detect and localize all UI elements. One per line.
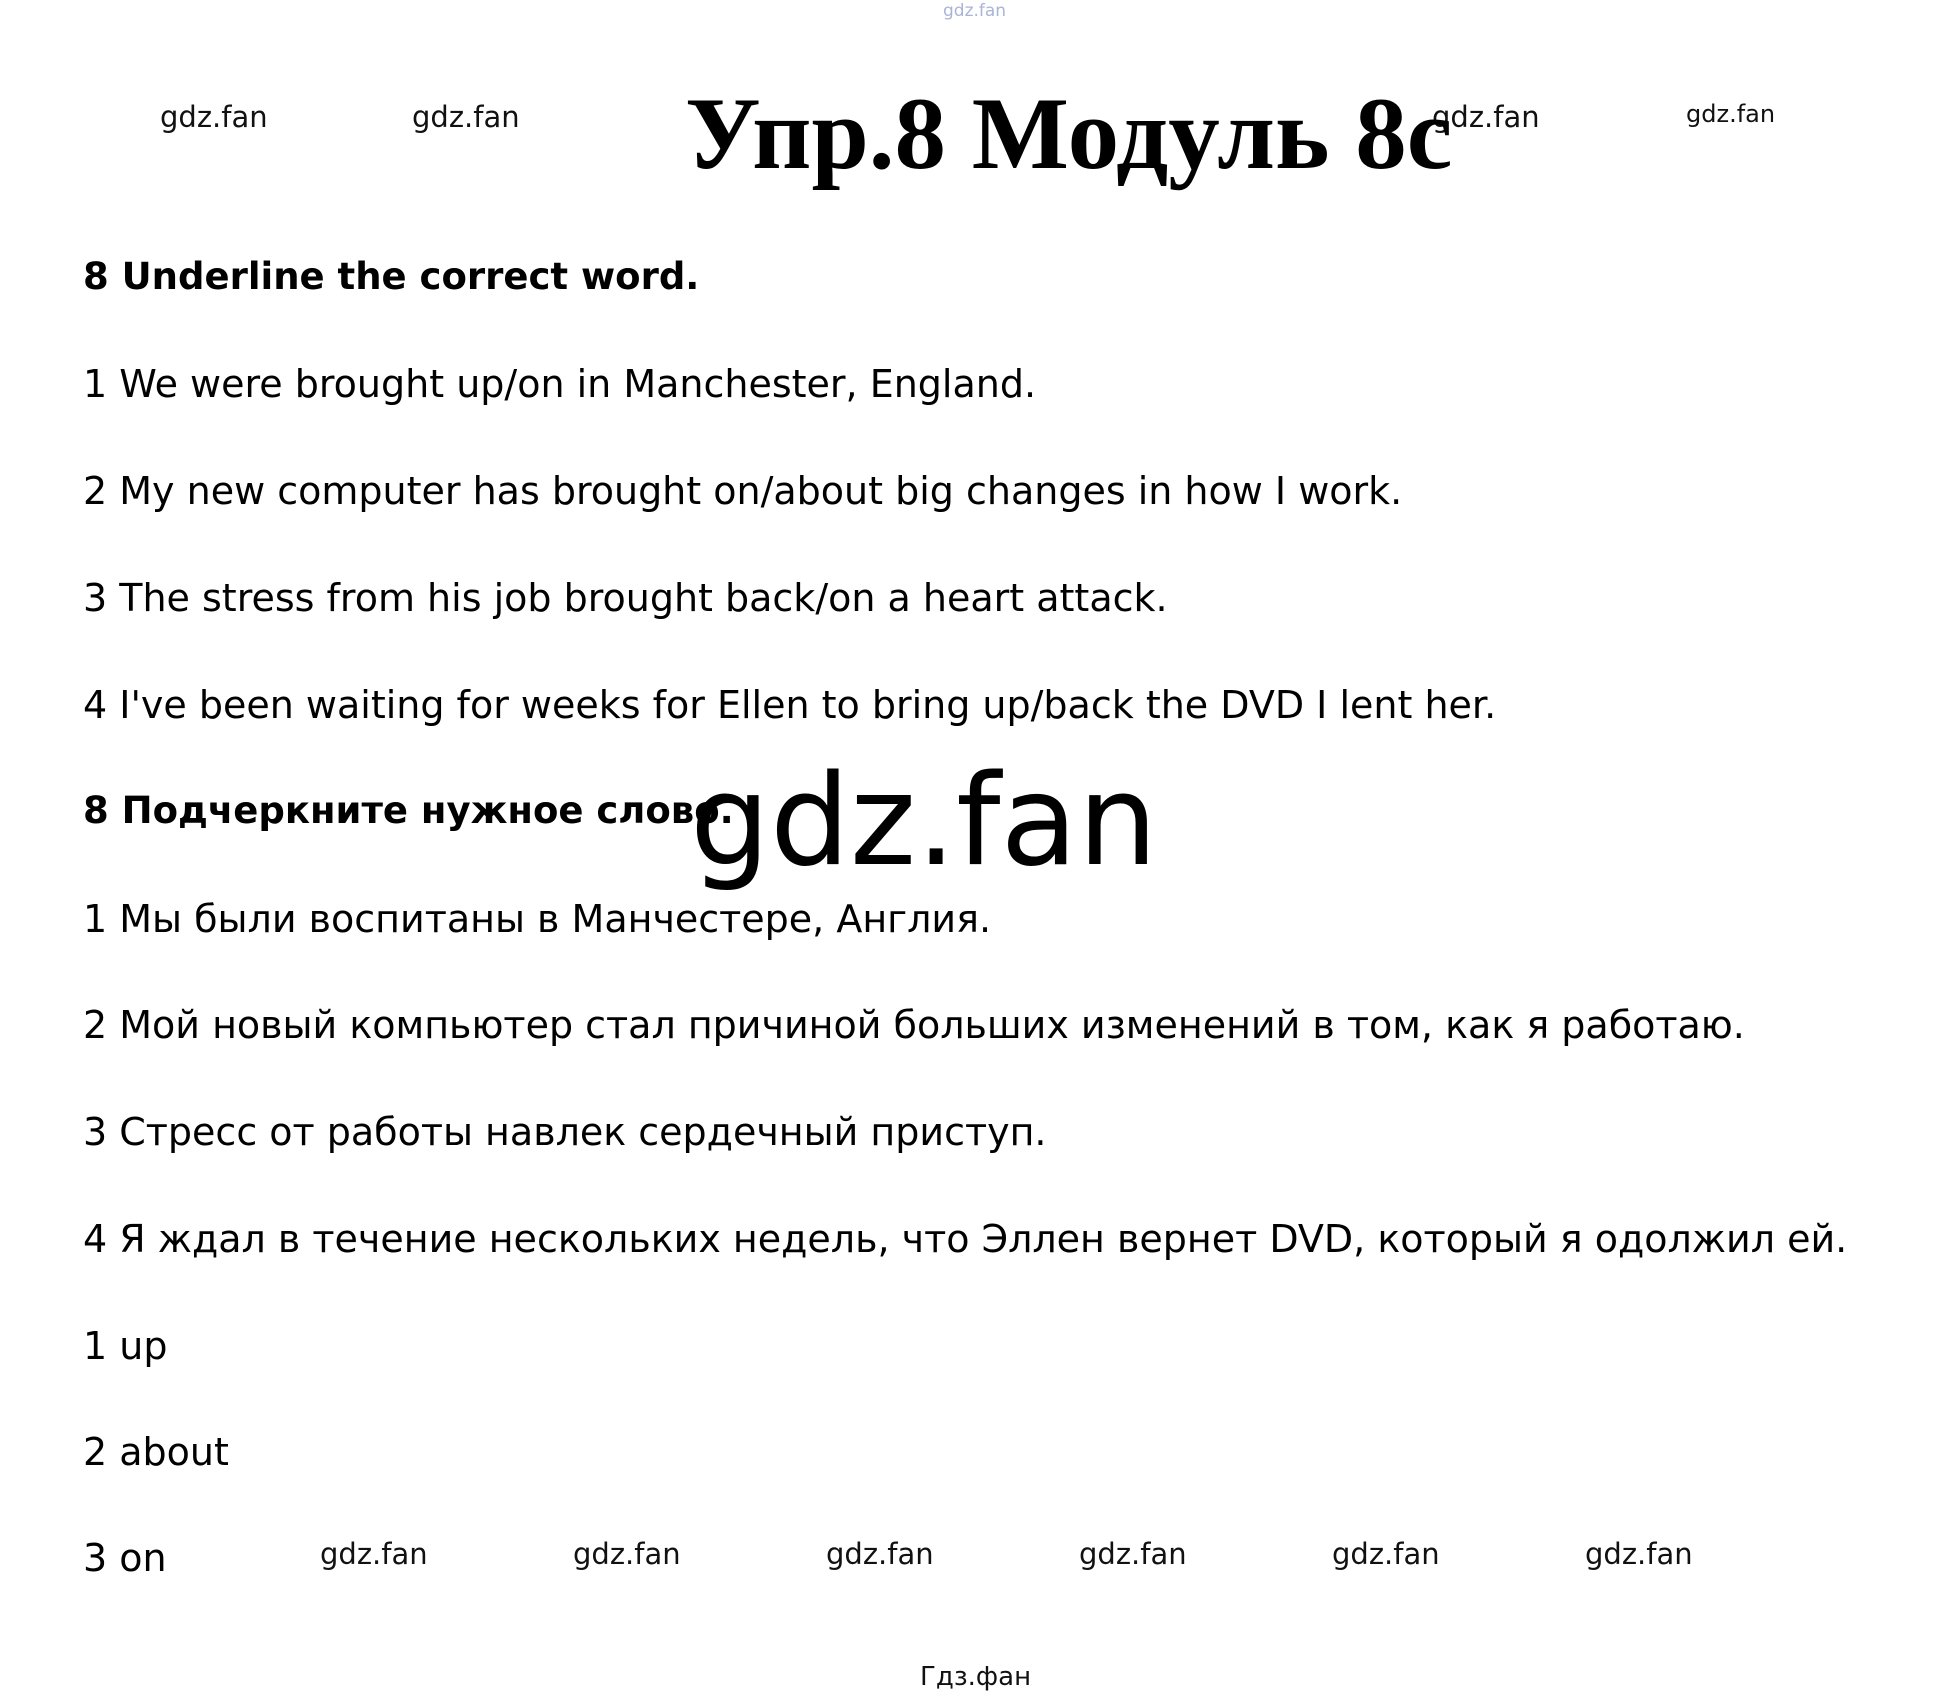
page-title: Упр.8 Модуль 8c (685, 77, 1453, 191)
answer-1: 1 up (83, 1324, 168, 1368)
header-watermark-4: gdz.fan (1686, 100, 1776, 128)
exercise-item-russian-2: 2 Мой новый компьютер стал причиной больших изменений в том, как я работаю. (83, 1003, 1745, 1047)
header-watermark-1: gdz.fan (160, 100, 268, 134)
bottom-watermark-6: gdz.fan (1585, 1537, 1693, 1571)
bottom-watermark-4: gdz.fan (1079, 1537, 1187, 1571)
bottom-watermark-5: gdz.fan (1332, 1537, 1440, 1571)
exercise-item-russian-1: 1 Мы были воспитаны в Манчестере, Англия. (83, 897, 992, 941)
header-watermark-2: gdz.fan (412, 100, 520, 134)
answer-3: 3 on (83, 1536, 167, 1580)
bottom-watermark-2: gdz.fan (573, 1537, 681, 1571)
header-watermark-3: gdz.fan (1432, 100, 1540, 134)
exercise-item-english-4: 4 I've been waiting for weeks for Ellen to bring up/back the DVD I lent her. (83, 683, 1497, 727)
footer-watermark: Гдз.фан (920, 1662, 1032, 1692)
bottom-watermark-3: gdz.fan (826, 1537, 934, 1571)
exercise-item-russian-4: 4 Я ждал в течение нескольких недель, что Эллен вернет DVD, который я одолжил ей. (83, 1217, 1848, 1261)
exercise-heading-english: 8 Underline the correct word. (83, 255, 700, 298)
answer-2: 2 about (83, 1430, 229, 1474)
top-watermark: gdz.fan (943, 1, 1007, 21)
exercise-item-english-3: 3 The stress from his job brought back/on a heart attack. (83, 576, 1168, 620)
exercise-item-russian-3: 3 Стресс от работы навлек сердечный приступ. (83, 1110, 1047, 1154)
center-watermark: gdz.fan (690, 747, 1158, 894)
bottom-watermark-1: gdz.fan (320, 1537, 428, 1571)
exercise-item-english-2: 2 My new computer has brought on/about big changes in how I work. (83, 469, 1403, 513)
exercise-heading-russian: 8 Подчеркните нужное слово. (83, 789, 734, 832)
exercise-item-english-1: 1 We were brought up/on in Manchester, England. (83, 362, 1037, 406)
